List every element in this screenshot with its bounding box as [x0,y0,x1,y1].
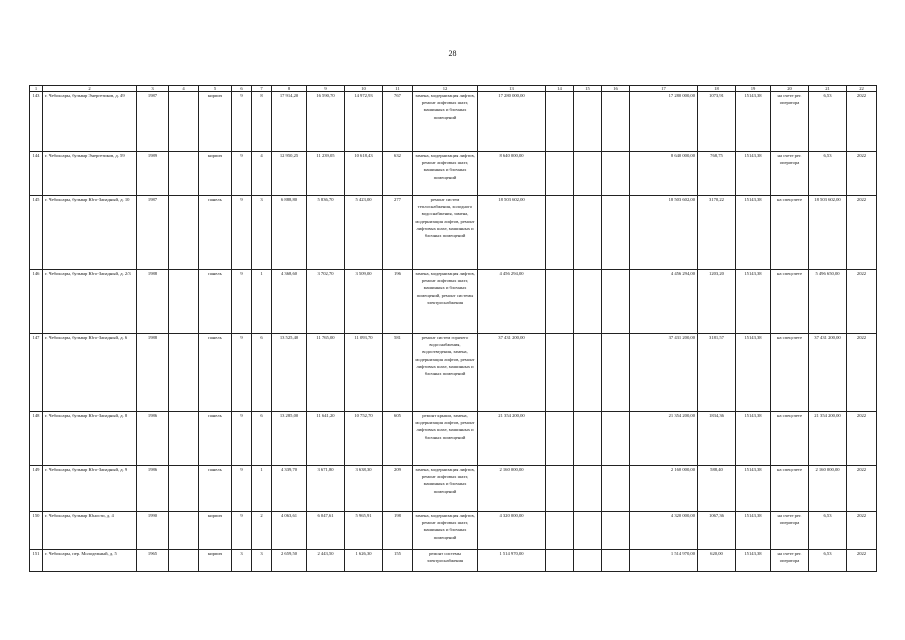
cell-c4 [169,92,199,152]
column-number: 17 [630,86,698,92]
table-row [30,512,877,550]
cell-wall: кирпич [199,512,232,550]
cell-floors: 3 [232,550,252,572]
cell-c16 [602,92,630,152]
table-row [30,412,877,466]
cell-residents: 155 [383,550,413,572]
cell-area-private: 10 618,43 [345,152,383,196]
cell-works: замена, модернизация лифтов, ремонт лифтовых шахт, машинных и блочных помещений [413,466,478,512]
column-number: 7 [252,86,272,92]
cell-residents: 605 [383,412,413,466]
cell-unit-cost: 1834,36 [698,412,736,466]
cell-total-area: 6 888,80 [272,196,307,270]
column-number: 13 [478,86,546,92]
cell-c4 [169,550,199,572]
cell-area-living: 6 047,61 [307,512,345,550]
cell-c21: 6,53 [809,512,847,550]
cell-area-private: 3 509,00 [345,270,383,334]
column-number: 3 [137,86,169,92]
column-number: 9 [307,86,345,92]
cell-max-cost: 15143,38 [736,550,771,572]
cell-residents: 581 [383,334,413,412]
cell-c21: 21 354 200,00 [809,412,847,466]
cell-c4 [169,152,199,196]
column-number: 22 [847,86,877,92]
cell-area-living: 2 443,50 [307,550,345,572]
cell-entrances: 1 [252,270,272,334]
cell-c21: 6,53 [809,92,847,152]
cell-unit-cost: 1067,36 [698,512,736,550]
cell-unit-cost: 588,40 [698,466,736,512]
cell-c4 [169,512,199,550]
cell-total-area: 13 285,00 [272,412,307,466]
cell-year-done: 2022 [847,550,877,572]
cell-entrances: 4 [252,152,272,196]
cell-works: ремонт крыши, замена, модернизация лифтов, ремонт лифтовых шахт, машинных и блочных помещений [413,412,478,466]
page-number: 28 [448,49,457,58]
cell-total-cost: 17 280 000,00 [478,92,546,152]
cell-area-private: 11 093,70 [345,334,383,412]
table-row [30,196,877,270]
cell-year-done: 2022 [847,412,877,466]
cell-method: на счете рег. оператора [771,550,809,572]
cell-unit-cost: 620,00 [698,550,736,572]
cell-max-cost: 15143,38 [736,152,771,196]
cell-owners-cost: 8 640 000,00 [630,152,698,196]
cell-method: на счете рег. оператора [771,512,809,550]
cell-c21: 6,53 [809,152,847,196]
cell-owners-cost: 21 354 200,00 [630,412,698,466]
cell-area-private: 5 423,00 [345,196,383,270]
cell-c16 [602,270,630,334]
cell-wall: панель [199,466,232,512]
cell-area-living: 11 765,00 [307,334,345,412]
cell-c16 [602,152,630,196]
cell-area-living: 3 671,80 [307,466,345,512]
cell-c4 [169,196,199,270]
cell-c14 [546,550,574,572]
cell-num: 149 [30,466,43,512]
cell-owners-cost: 4 320 000,00 [630,512,698,550]
cell-max-cost: 15143,38 [736,196,771,270]
cell-entrances: 6 [252,334,272,412]
cell-method: на спецсчете [771,334,809,412]
capital-repair-table [29,85,877,572]
cell-floors: 9 [232,152,252,196]
cell-area-private: 10 752,70 [345,412,383,466]
cell-residents: 767 [383,92,413,152]
cell-entrances: 2 [252,512,272,550]
column-number: 5 [199,86,232,92]
cell-method: на спецсчете [771,412,809,466]
column-number: 14 [546,86,574,92]
cell-entrances: 3 [252,550,272,572]
cell-year-done: 2022 [847,334,877,412]
cell-max-cost: 15143,38 [736,512,771,550]
cell-num: 143 [30,92,43,152]
cell-owners-cost: 18 503 602,00 [630,196,698,270]
cell-floors: 9 [232,270,252,334]
cell-c21: 5 496 650,00 [809,270,847,334]
cell-c15 [574,466,602,512]
cell-unit-cost: 768,75 [698,152,736,196]
cell-c15 [574,550,602,572]
cell-c14 [546,512,574,550]
cell-wall: панель [199,196,232,270]
cell-total-area: 2 659,50 [272,550,307,572]
cell-num: 151 [30,550,43,572]
cell-num: 144 [30,152,43,196]
cell-area-private: 14 972,93 [345,92,383,152]
column-number: 20 [771,86,809,92]
cell-area-living: 5 836,70 [307,196,345,270]
cell-c15 [574,412,602,466]
cell-wall: панель [199,412,232,466]
cell-unit-cost: 1073,91 [698,92,736,152]
column-number: 16 [602,86,630,92]
table-row [30,270,877,334]
cell-year-done: 2022 [847,270,877,334]
cell-total-area: 4 368,60 [272,270,307,334]
cell-c14 [546,196,574,270]
cell-total-cost: 8 640 000,00 [478,152,546,196]
cell-area-living: 16 590,70 [307,92,345,152]
cell-works: замена, модернизация лифтов, ремонт лифтовых шахт, машинных и блочных помещений [413,512,478,550]
column-number: 1 [30,86,43,92]
cell-wall: панель [199,334,232,412]
cell-address: г. Чебоксары, бульвар Юго-Западный, д. 6 [43,334,137,412]
cell-year: 1988 [137,270,169,334]
column-number: 4 [169,86,199,92]
cell-entrances: 3 [252,196,272,270]
table-row [30,334,877,412]
cell-wall: кирпич [199,92,232,152]
cell-total-cost: 18 503 602,00 [478,196,546,270]
cell-c16 [602,466,630,512]
cell-residents: 198 [383,512,413,550]
column-number: 18 [698,86,736,92]
cell-method: на спецсчете [771,270,809,334]
cell-total-cost: 37 431 200,00 [478,334,546,412]
cell-year-done: 2022 [847,196,877,270]
cell-address: г. Чебоксары, бульвар Энергетиков, д. 59 [43,152,137,196]
cell-residents: 277 [383,196,413,270]
cell-c15 [574,92,602,152]
cell-total-cost: 2 160 000,00 [478,466,546,512]
cell-works: замена, модернизация лифтов, ремонт лифтовых шахт, машинных и блочных помещений, ремонт системы электроснабжения [413,270,478,334]
cell-c15 [574,152,602,196]
cell-owners-cost: 4 456 294,00 [630,270,698,334]
cell-year-done: 2022 [847,152,877,196]
column-number: 8 [272,86,307,92]
cell-c15 [574,334,602,412]
cell-unit-cost: 3181,57 [698,334,736,412]
cell-year-done: 2022 [847,512,877,550]
cell-floors: 9 [232,512,252,550]
cell-area-private: 3 638,30 [345,466,383,512]
cell-area-private: 5 965,91 [345,512,383,550]
cell-c4 [169,412,199,466]
cell-floors: 9 [232,196,252,270]
cell-c15 [574,270,602,334]
cell-total-area: 17 914,20 [272,92,307,152]
cell-works: замена, модернизация лифтов, ремонт лифтовых шахт, машинных и блочных помещений [413,92,478,152]
cell-floors: 9 [232,412,252,466]
cell-address: г. Чебоксары, бульвар Юго-Западный, д. 10 [43,196,137,270]
cell-method: на счете рег. оператора [771,152,809,196]
cell-year: 1965 [137,550,169,572]
cell-c15 [574,512,602,550]
cell-c21: 37 431 200,00 [809,334,847,412]
cell-total-area: 13 525,40 [272,334,307,412]
cell-c21: 18 503 602,00 [809,196,847,270]
cell-unit-cost: 3170,22 [698,196,736,270]
cell-address: г. Чебоксары, бульвар Юго-Западный, д. 9 [43,466,137,512]
cell-c21: 2 160 000,00 [809,466,847,512]
cell-c4 [169,334,199,412]
cell-c21: 6,53 [809,550,847,572]
cell-area-living: 11 641,20 [307,412,345,466]
cell-works: ремонт систем горячего водоснабжения, водоотведения, замена, модернизация лифтов, ремонт лифтовых шахт, машинных и блочных помещений [413,334,478,412]
column-number: 11 [383,86,413,92]
cell-area-living: 3 702,70 [307,270,345,334]
cell-method: на счете рег. оператора [771,92,809,152]
cell-num: 145 [30,196,43,270]
cell-num: 148 [30,412,43,466]
column-number: 12 [413,86,478,92]
cell-c16 [602,334,630,412]
cell-num: 146 [30,270,43,334]
cell-total-cost: 4 456 294,00 [478,270,546,334]
table-row [30,466,877,512]
cell-method: на спецсчете [771,196,809,270]
cell-residents: 196 [383,270,413,334]
cell-c14 [546,270,574,334]
cell-works: ремонт систем теплоснабжения, холодного водоснабжения, замена, модернизация лифтов, ремонт лифтовых шахт, машинных и блочных помещений [413,196,478,270]
cell-max-cost: 15143,38 [736,334,771,412]
cell-max-cost: 15143,38 [736,412,771,466]
table-row [30,152,877,196]
cell-year: 1990 [137,512,169,550]
cell-address: г. Чебоксары, бульвар Юности, д. 4 [43,512,137,550]
cell-year: 1986 [137,466,169,512]
cell-area-living: 11 239,05 [307,152,345,196]
cell-floors: 9 [232,92,252,152]
cell-owners-cost: 37 431 200,00 [630,334,698,412]
cell-wall: кирпич [199,152,232,196]
cell-c14 [546,466,574,512]
cell-owners-cost: 17 280 000,00 [630,92,698,152]
cell-c14 [546,92,574,152]
cell-c16 [602,550,630,572]
cell-entrances: 6 [252,412,272,466]
cell-c15 [574,196,602,270]
cell-c4 [169,466,199,512]
cell-max-cost: 15143,38 [736,466,771,512]
cell-num: 147 [30,334,43,412]
cell-year: 1988 [137,334,169,412]
cell-total-area: 4 339,70 [272,466,307,512]
cell-unit-cost: 1203,20 [698,270,736,334]
cell-c14 [546,334,574,412]
cell-entrances: 1 [252,466,272,512]
cell-total-area: 4 063,61 [272,512,307,550]
column-number: 2 [43,86,137,92]
cell-method: на спецсчете [771,466,809,512]
cell-c14 [546,412,574,466]
cell-works: ремонт системы электроснабжения [413,550,478,572]
cell-c16 [602,512,630,550]
cell-floors: 9 [232,334,252,412]
cell-address: г. Чебоксары, бульвар Юго-Западный, д. 2/3 [43,270,137,334]
cell-year-done: 2022 [847,92,877,152]
cell-max-cost: 15143,38 [736,270,771,334]
cell-residents: 209 [383,466,413,512]
cell-c4 [169,270,199,334]
cell-total-cost: 1 514 970,00 [478,550,546,572]
cell-total-area: 12 950,25 [272,152,307,196]
cell-year: 1987 [137,196,169,270]
cell-address: г. Чебоксары, бульвар Энергетиков, д. 49 [43,92,137,152]
cell-residents: 632 [383,152,413,196]
cell-owners-cost: 2 160 000,00 [630,466,698,512]
cell-wall: панель [199,270,232,334]
cell-c16 [602,412,630,466]
table-row [30,550,877,572]
cell-area-private: 1 626,30 [345,550,383,572]
cell-year: 1987 [137,92,169,152]
cell-total-cost: 4 320 000,00 [478,512,546,550]
cell-num: 150 [30,512,43,550]
cell-year: 1989 [137,152,169,196]
cell-year: 1986 [137,412,169,466]
cell-owners-cost: 1 514 970,00 [630,550,698,572]
cell-total-cost: 21 354 200,00 [478,412,546,466]
column-number: 15 [574,86,602,92]
cell-floors: 9 [232,466,252,512]
cell-max-cost: 15143,38 [736,92,771,152]
cell-wall: кирпич [199,550,232,572]
cell-address: г. Чебоксары, пер. Молодежный, д. 5 [43,550,137,572]
cell-address: г. Чебоксары, бульвар Юго-Западный, д. 8 [43,412,137,466]
cell-year-done: 2022 [847,466,877,512]
column-number: 10 [345,86,383,92]
column-number: 6 [232,86,252,92]
column-number: 21 [809,86,847,92]
table-row [30,92,877,152]
cell-c14 [546,152,574,196]
cell-entrances: 8 [252,92,272,152]
column-number: 19 [736,86,771,92]
cell-works: замена, модернизация лифтов, ремонт лифтовых шахт, машинных и блочных помещений [413,152,478,196]
cell-c16 [602,196,630,270]
